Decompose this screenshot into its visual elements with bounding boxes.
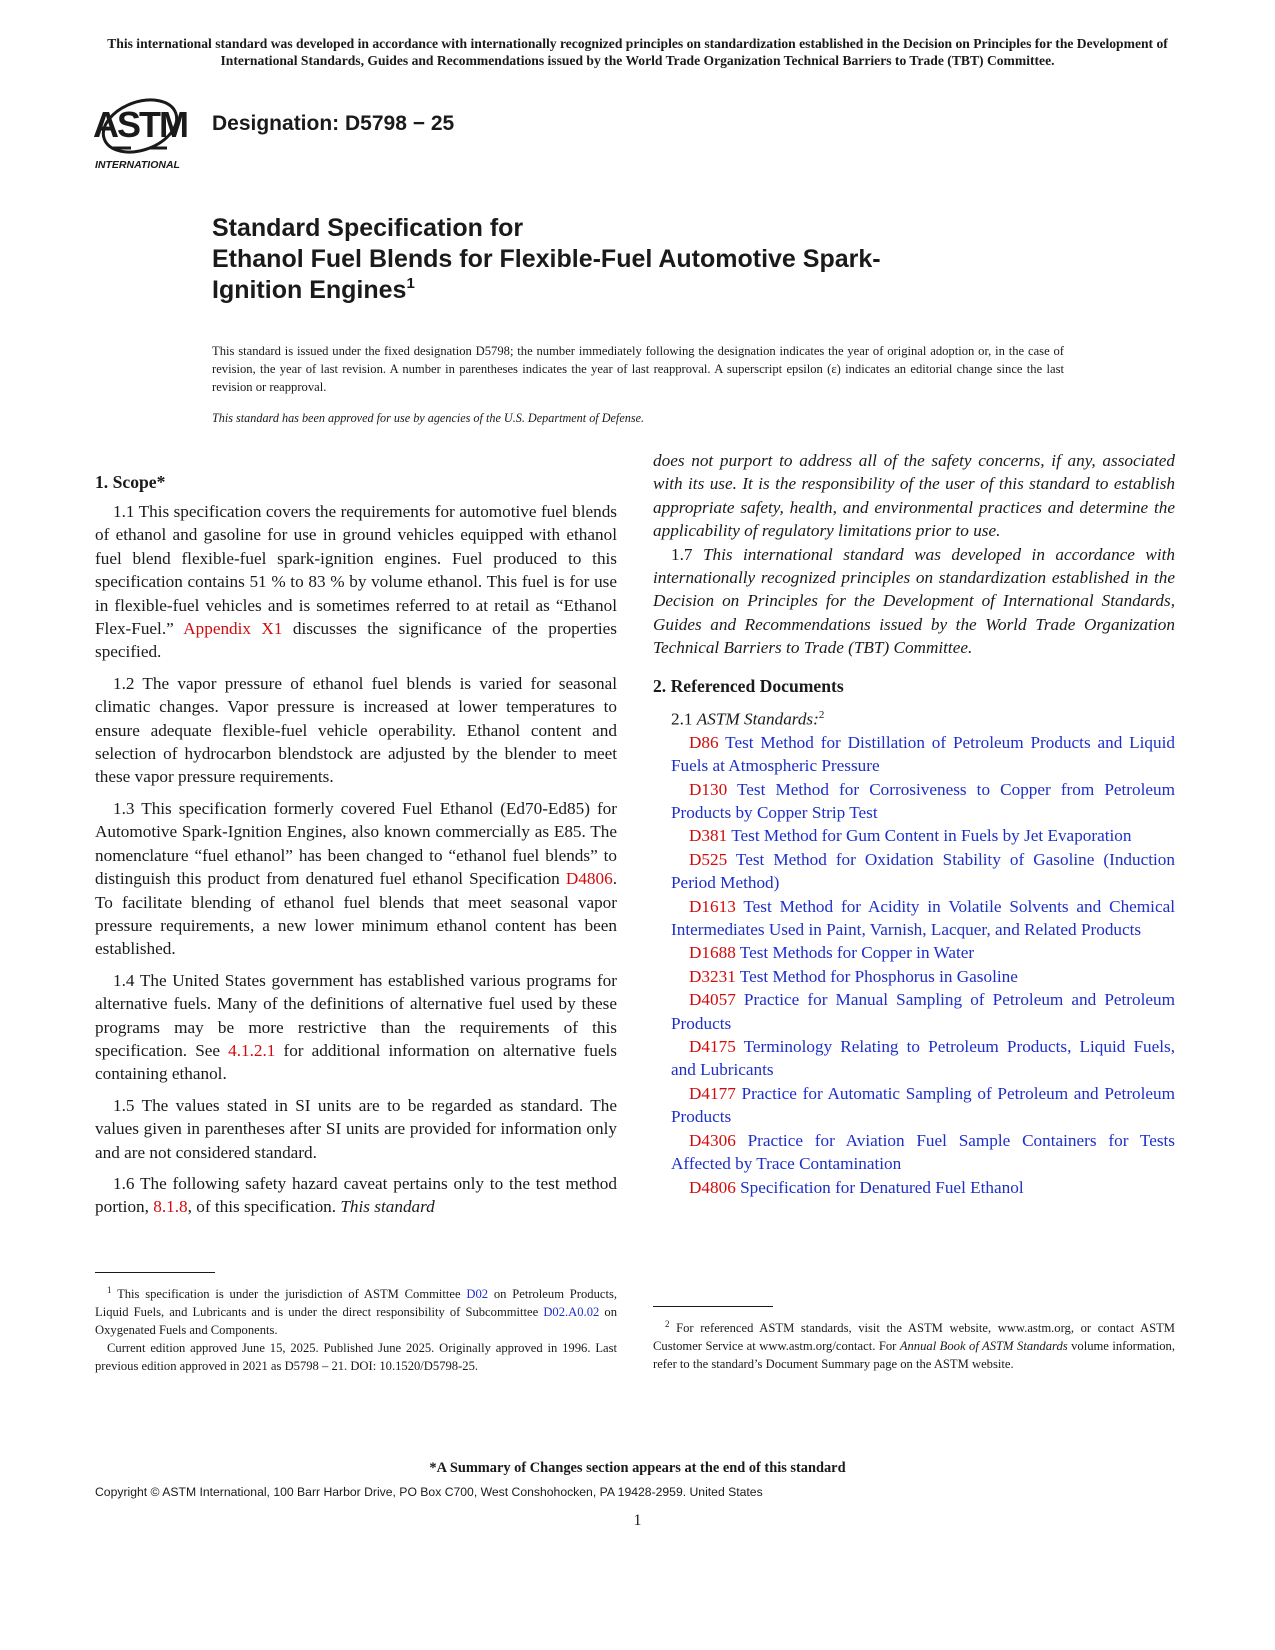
appendix-x1-link[interactable]: Appendix X1 [183, 619, 283, 639]
reference-item[interactable] [653, 1176, 1175, 1199]
reference-title[interactable]: Practice for Aviation Fuel Sample Containers for Tests Affected by Trace Contamination [671, 1130, 1175, 1174]
copyright: Copyright © ASTM International, 100 Barr Harbor Drive, PO Box C700, West Conshohocken, PA 19428-2959. United States [95, 1485, 763, 1499]
reference-title[interactable]: Practice for Manual Sampling of Petroleum and Petroleum Products [671, 990, 1175, 1033]
reference-title[interactable]: Test Method for Gum Content in Fuels by Jet Evaporation [731, 826, 1132, 846]
reference-code[interactable]: D381 [689, 826, 728, 846]
reference-title[interactable]: Test Method for Phosphorus in Gasoline [739, 966, 1018, 986]
reference-code[interactable]: D130 [689, 779, 728, 799]
para-1-6-continued: does not purport to address all of the safety concerns, if any, associated with its use. It is the responsibility of the user of this standard to establish appropriate safety, health, and environmental practices and determine the applicability of regulatory limitations prior to use. [653, 451, 1175, 541]
para-1-2: 1.2 The vapor pressure of ethanol fuel blends is varied for seasonal climatic changes. Vapor pressure is increased at lower temperatures to ensure adequate flexible-fuel vehicle operability. Ethanol content and selection of hydrocarbon blendstock are adjusted by the blender to meet these vapor pressure requirements. [95, 673, 617, 787]
footnote-rule [653, 1306, 773, 1307]
reference-code[interactable]: D4175 [689, 1037, 736, 1057]
footnote-2: $^2$ For referenced ASTM standards, visit the ASTM website, www.astm.org, or contact ASTM Customer Service at www.astm.org/contact. For Annual Book of ASTM Standards volume information, refer to the standard’s Document Summary page on the ASTM website. [653, 1306, 1175, 1373]
astm-standards-subheading: 2.1 ASTM Standards:$^2$ [671, 708, 825, 729]
right-column [653, 449, 1175, 1199]
reference-code[interactable]: D4806 [689, 1177, 736, 1197]
reference-title[interactable]: Test Method for Acidity in Volatile Solvents and Chemical Intermediates Used in Paint, Varnish, Lacquer, and Related Products [671, 896, 1175, 940]
reference-code[interactable]: D4306 [689, 1130, 736, 1150]
reference-code[interactable]: D86 [689, 732, 719, 752]
wto-notice: This international standard was developed in accordance with internationally recognized principles on standardization established in the Decision on Principles for the Development of International Standards, Guides and Recommendations issued by the World Trade Organization Technical Barriers to Trade (TBT) Committee. [107, 36, 1168, 68]
summary-of-changes-note: *A Summary of Changes section appears at the end of this standard [429, 1460, 846, 1476]
title-line-2: Ethanol Fuel Blends for Flexible-Fuel Automotive Spark- [212, 245, 881, 273]
reference-title[interactable]: Terminology Relating to Petroleum Products, Liquid Fuels, and Lubricants [671, 1037, 1175, 1080]
para-1-6: 1.6 The following safety hazard caveat pertains only to the test method portion, 8.1.8, of this specification. This standard [95, 1173, 617, 1217]
para-1-4: 1.4 The United States government has established various programs for alternative fuels. Many of the definitions of alternative fuel used by these programs may be more restrictive than the requirements of this specification. See 4.1.2.1 for additional information on alternative fuels containing ethanol. [95, 970, 617, 1084]
para-1-7: 1.7 This international standard was developed in accordance with internationally recognized principles on standardization established in the Decision on Principles for the Development of International Standards, Guides and Recommendations issued by the World Trade Organization Technical Barriers to Trade (TBT) Committee. [653, 544, 1175, 658]
reference-title[interactable]: Practice for Automatic Sampling of Petroleum and Petroleum Products [671, 1083, 1176, 1127]
referenced-documents-list [653, 731, 1175, 1199]
reference-item[interactable] [653, 824, 1175, 847]
issuance-statement: This standard is issued under the fixed designation D5798; the number immediately following the designation indicates the year of original adoption or, in the case of revision, the year of last revision. A number in parentheses indicates the year of last reapproval. A superscript epsilon (ε) indicates an editorial change since the last revision or reapproval. [212, 344, 1064, 394]
reference-item[interactable] [653, 848, 1175, 895]
reference-title[interactable]: Test Method for Oxidation Stability of Gasoline (Induction Period Method) [671, 849, 1175, 893]
page-number: 1 [633, 1512, 642, 1529]
reference-item[interactable] [653, 1129, 1175, 1176]
section-4-1-2-1-link[interactable]: 4.1.2.1 [228, 1040, 276, 1060]
section-8-1-8-link[interactable]: 8.1.8 [153, 1197, 188, 1217]
astm-logo-mark-icon [93, 90, 197, 174]
logo-caption: INTERNATIONAL [95, 159, 180, 171]
reference-title[interactable]: Test Method for Distillation of Petroleum Products and Liquid Fuels at Atmospheric Pressure [671, 732, 1175, 776]
committee-d02-link[interactable]: D02 [466, 1287, 489, 1302]
reference-title[interactable]: Specification for Denatured Fuel Ethanol [740, 1177, 1024, 1197]
left-column [95, 470, 617, 1219]
title-footnote-mark[interactable]: 1 [406, 275, 415, 292]
reference-code[interactable]: D1688 [689, 943, 736, 963]
reference-code[interactable]: D525 [689, 849, 728, 869]
reference-title[interactable]: Test Methods for Copper in Water [739, 943, 975, 963]
reference-item[interactable] [653, 965, 1175, 988]
footnote-1: $^1$ This specification is under the jurisdiction of ASTM Committee D02 on Petroleum Products, Liquid Fuels, and Lubricants and is under the direct responsibility of Subcommittee D02.A0.02 on Oxygenated Fuels and Components. Current edition approved June 15, 2025. Published June 2025. Originally approved in 1996. Last previous edition approved in 2021 as D5798 – 21. DOI: 10.1520/D5798-25. [95, 1272, 617, 1375]
para-1-1: 1.1 This specification covers the requirements for automotive fuel blends of ethanol and gasoline for use in ground vehicles equipped with ethanol fuel blend flexible-fuel spark-ignition engines. Fuel produced to this specification contains 51 % to 83 % by volume ethanol. This fuel is for use in flexible-fuel vehicles and is sometimes referred to at retail as “Ethanol Flex-Fuel.” Appendix X1 discusses the significance of the properties specified. [95, 502, 617, 662]
reference-item[interactable] [653, 778, 1175, 825]
d4806-link[interactable]: D4806 [565, 869, 613, 889]
edition-note: Current edition approved June 15, 2025. Published June 2025. Originally approved in 1996. Last previous edition approved in 2021 as D5798 – 21. DOI: 10.1520/D5798-25. [95, 1341, 617, 1374]
reference-title[interactable]: Test Method for Corrosiveness to Copper from Petroleum Products by Copper Strip Test [671, 779, 1175, 823]
astm-logo [93, 90, 197, 174]
subcommittee-link[interactable]: D02.A0.02 [543, 1305, 600, 1320]
reference-code[interactable]: D1613 [689, 896, 736, 916]
footnote-rule [95, 1272, 215, 1273]
title-line-1: Standard Specification for [212, 214, 524, 242]
section-referenced-heading: 2. Referenced Documents [653, 675, 844, 696]
svg-text:ASTM: ASTM [93, 104, 187, 145]
reference-item[interactable] [653, 988, 1175, 1035]
dod-approval-note: This standard has been approved for use by agencies of the U.S. Department of Defense. [212, 411, 645, 425]
reference-item[interactable] [653, 1082, 1175, 1129]
reference-item[interactable] [653, 895, 1175, 942]
reference-item[interactable] [653, 1035, 1175, 1082]
reference-item[interactable] [653, 731, 1175, 778]
para-1-5: 1.5 The values stated in SI units are to be regarded as standard. The values given in parentheses after SI units are provided for information only and are not considered standard. [95, 1095, 617, 1162]
page-title [212, 213, 1112, 306]
reference-item[interactable] [653, 941, 1175, 964]
reference-code[interactable]: D4177 [689, 1083, 736, 1103]
title-line-3: Ignition Engines [212, 276, 407, 304]
reference-code[interactable]: D3231 [689, 966, 736, 986]
section-scope-heading: 1. Scope* [95, 472, 166, 492]
para-1-3: 1.3 This specification formerly covered Fuel Ethanol (Ed70-Ed85) for Automotive Spark-Ignition Engines, also known commercially as E85. The nomenclature “fuel ethanol” has been changed to “ethanol fuel blends” to distinguish this product from denatured fuel ethanol Specification D4806. To facilitate blending of ethanol fuel blends that meet seasonal vapor pressure requirements, a new lower minimum ethanol content has been established. [95, 798, 617, 959]
reference-code[interactable]: D4057 [689, 990, 736, 1010]
designation: Designation: D5798 − 25 [212, 112, 455, 135]
